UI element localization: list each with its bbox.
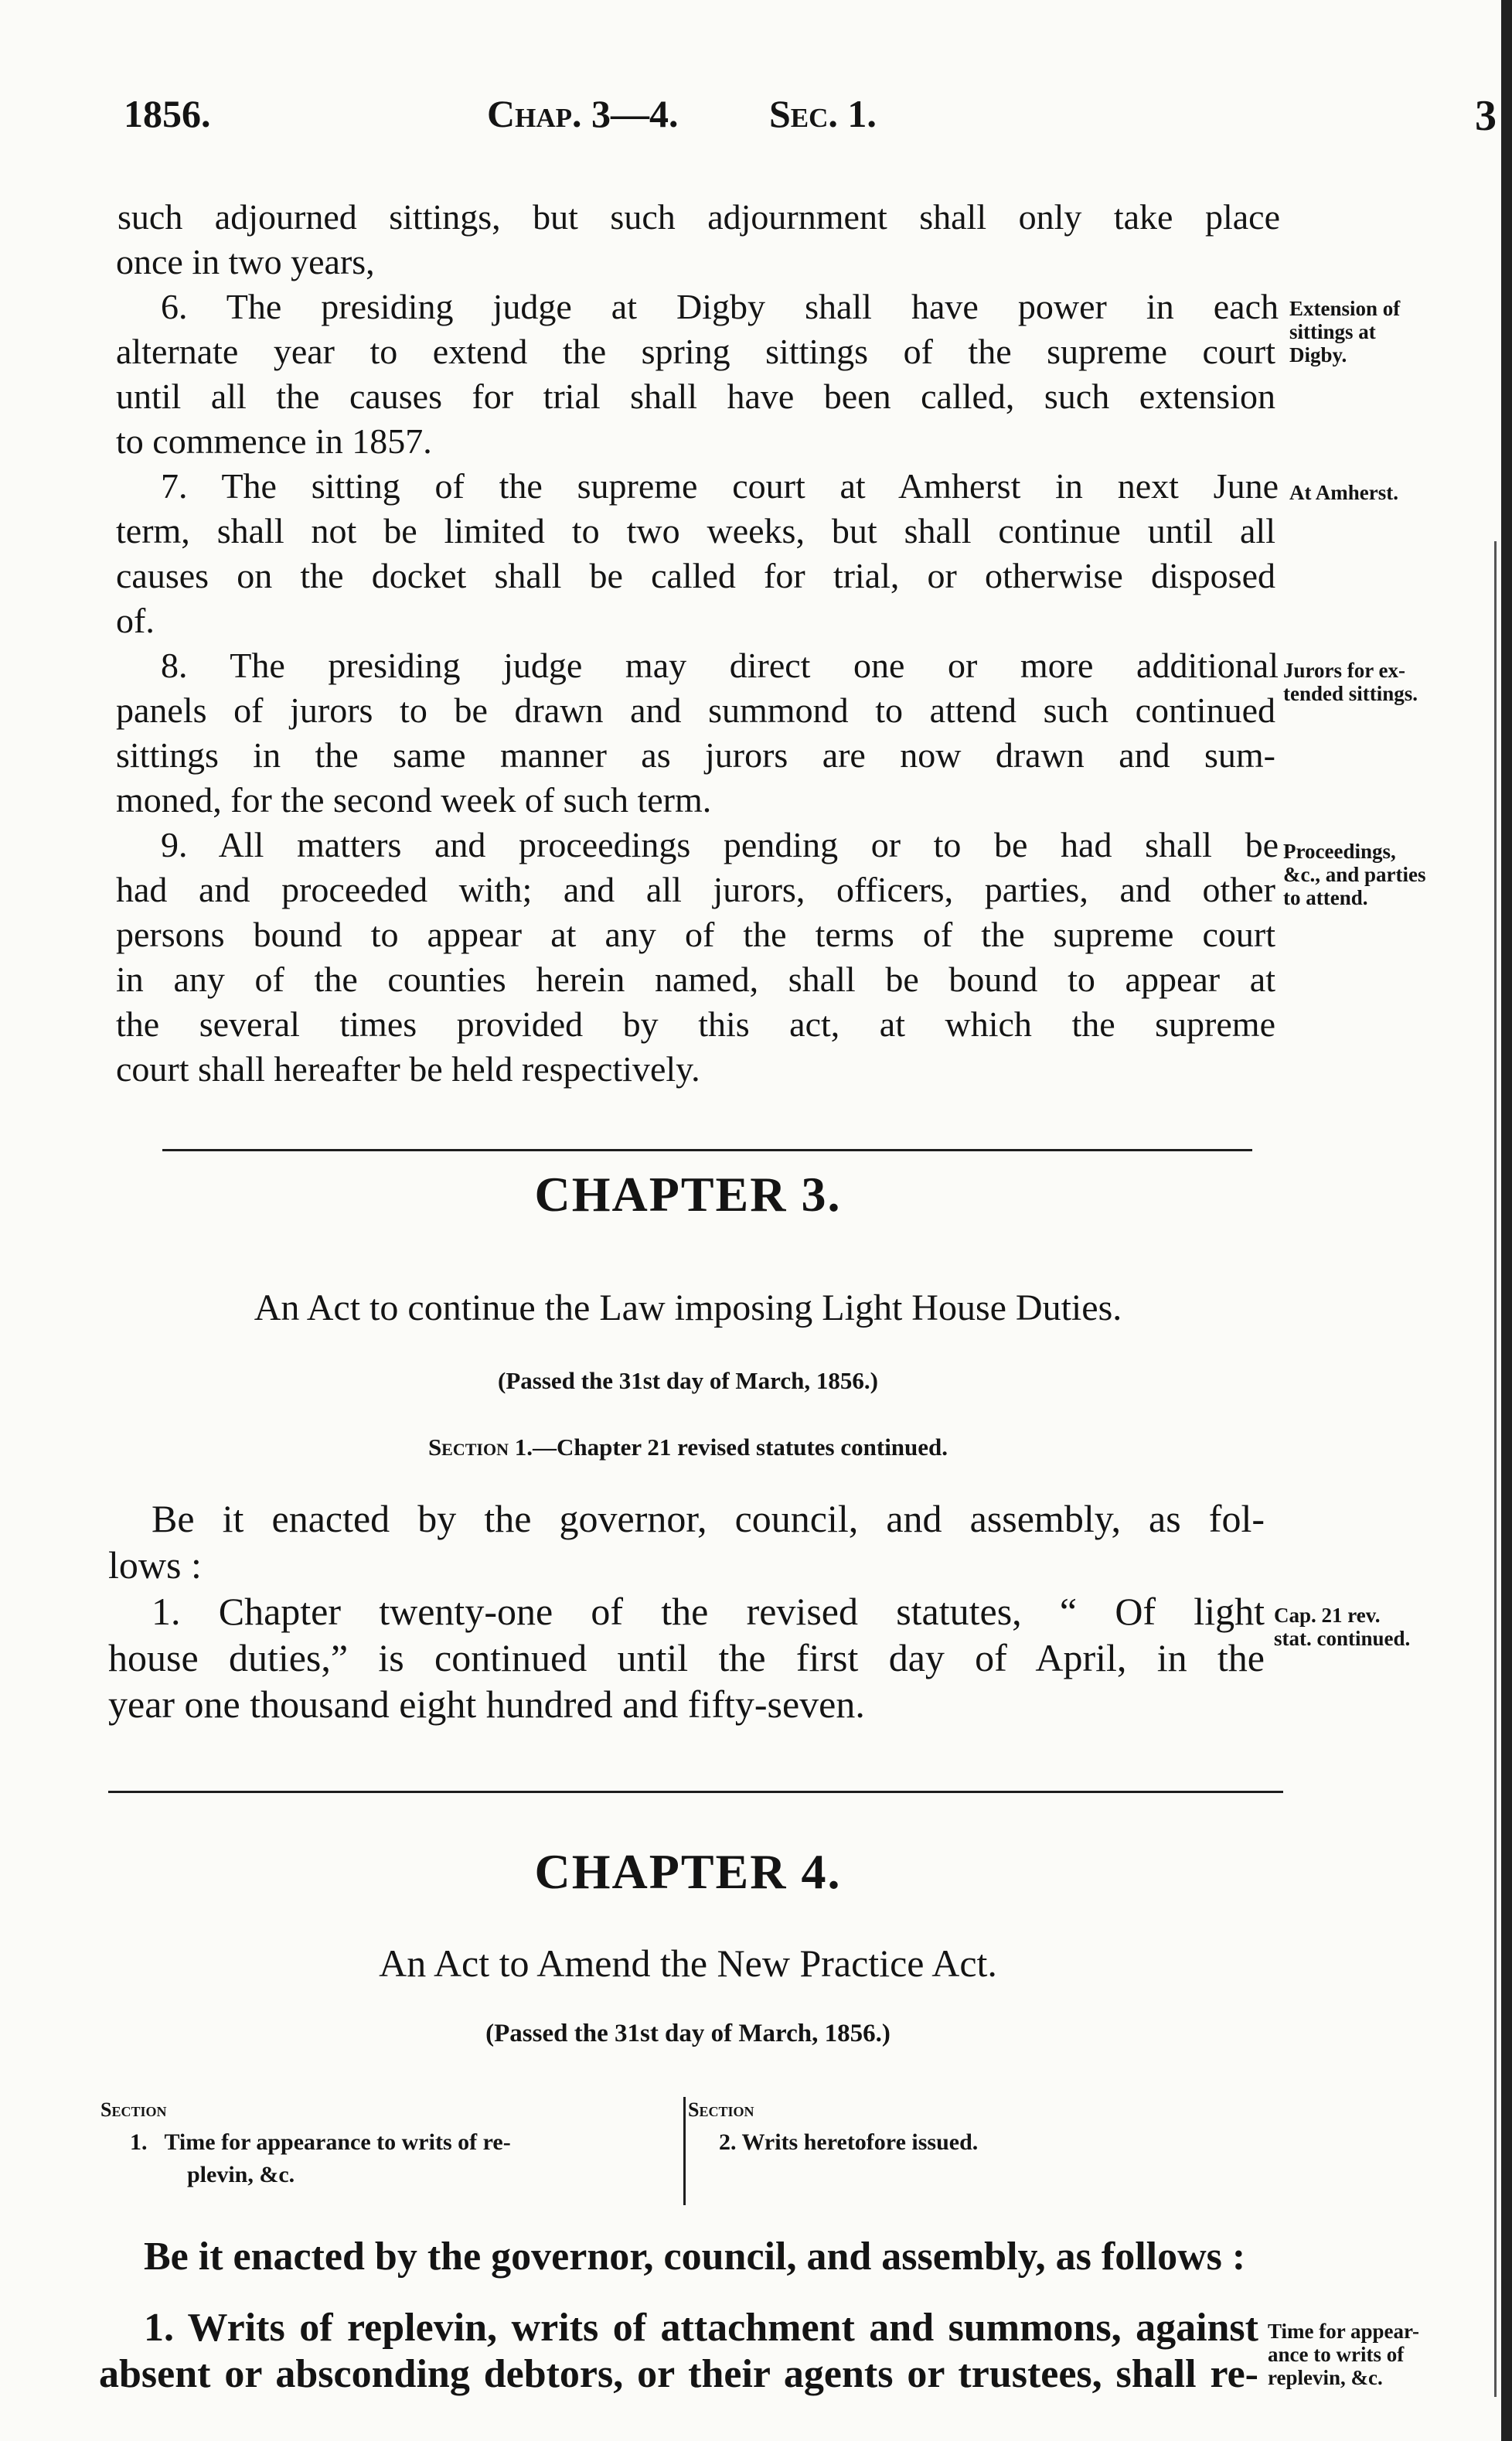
body-line: had and proceeded with; and all jurors, officers, parties, and other [116,870,1275,909]
body-line: to commence in 1857. [116,421,432,461]
body-line: term, shall not be limited to two weeks, but shall continue until all [116,511,1275,551]
body-line: moned, for the second week of such term. [116,780,712,820]
header-section: Sec. 1. [769,92,877,135]
body-line: panels of jurors to be drawn and summond to attend such continued [116,690,1275,730]
margin-note-jurors [1283,659,1418,705]
body-line: causes on the docket shall be called for trial, or otherwise disposed [116,556,1275,595]
body-line: persons bound to appear at any of the terms of the supreme court [116,915,1275,954]
margin-note-line: Extension of [1289,297,1401,320]
body-line: court shall hereafter be held respectively. [116,1049,700,1089]
chapter-title: An Act to Amend the New Practice Act. [379,1942,997,1985]
margin-note-amherst [1289,481,1398,504]
margin-note-cap21 [1274,1604,1410,1650]
toc-header: Section [100,2098,167,2121]
margin-note-extension [1289,297,1400,366]
section-summary-text: 1.—Chapter 21 revised statutes continued. [514,1434,948,1461]
body-line: Be it enacted by the governor, council, and assembly, as follows : [144,2235,1246,2279]
margin-note-line: Time for appear- [1268,2320,1419,2343]
body-line: 1. Chapter twenty-one of the revised statutes, “ Of light [152,1590,1265,1633]
margin-note-line: sittings at [1289,320,1376,343]
header-chapter: Chap. 3—4. [487,92,679,135]
toc-item-continuation: plevin, &c. [187,2162,295,2187]
margin-note-line: replevin, &c. [1268,2366,1383,2389]
margin-note-line: Jurors for ex- [1283,659,1405,682]
margin-note-line: stat. continued. [1274,1627,1411,1650]
margin-note-proceedings [1283,840,1426,909]
margin-note-line: Cap. 21 rev. [1274,1604,1381,1627]
page-edge-line [1494,541,1497,2397]
section-divider [162,1149,1252,1151]
body-line: of. [116,601,155,640]
toc-item-number: 1. [130,2129,148,2155]
margin-note-line: Proceedings, [1283,840,1396,863]
margin-note-line: &c., and parties [1283,863,1426,886]
body-line: 1. Writs of replevin, writs of attachment and summons, against [144,2306,1258,2350]
toc-item-text: Time for appearance to writs of re- [164,2129,511,2155]
header-page-number: 3 [1475,92,1497,140]
body-line: 6. The presiding judge at Digby shall have power in each [161,287,1279,326]
body-line: lows : [108,1543,202,1587]
body-line: in any of the counties herein named, shall be bound to appear at [116,960,1275,999]
margin-note-line: to attend. [1283,886,1368,909]
body-line: year one thousand eight hundred and fifty-seven. [108,1682,865,1726]
body-line: until all the causes for trial shall have been called, such extension [116,377,1275,416]
body-line: sittings in the same manner as jurors are now drawn and sum- [116,735,1275,775]
section-toc-right [688,2094,1152,2159]
chapter-title: An Act to continue the Law imposing Light House Duties. [254,1287,1122,1328]
section-toc-left [100,2094,673,2191]
body-line: alternate year to extend the spring sittings of the supreme court [116,332,1275,371]
section-divider [108,1791,1283,1793]
margin-note-replevin [1268,2320,1419,2389]
body-line: 8. The presiding judge may direct one or more additional [161,646,1279,685]
body-line: once in two years, [116,242,375,281]
body-line: 9. All matters and proceedings pending or to be had shall be [161,825,1279,864]
body-line: house duties,” is continued until the first day of April, in the [108,1636,1265,1679]
section-word: Section [427,1434,509,1461]
page-edge [1501,0,1512,2441]
chapter-heading: CHAPTER 4. [534,1844,842,1899]
body-line: such adjourned sittings, but such adjournment shall only take place [117,197,1280,237]
margin-note-line: Digby. [1289,343,1347,366]
header-year: 1856. [124,92,211,135]
toc-header: Section [688,2098,754,2121]
margin-note-line: tended sittings. [1283,682,1418,705]
body-line: 7. The sitting of the supreme court at Amherst in next June [161,466,1279,506]
body-line: the several times provided by this act, at which the supreme [116,1004,1275,1044]
chapter-heading: CHAPTER 3. [534,1167,842,1222]
passed-date: (Passed the 31st day of March, 1856.) [498,1367,878,1394]
toc-divider [683,2097,686,2205]
margin-note-line: ance to writs of [1268,2343,1405,2366]
section-summary [0,1434,1376,1461]
margin-note-line: At Amherst. [1289,481,1398,504]
body-line: Be it enacted by the governor, council, and assembly, as fol- [152,1497,1265,1540]
toc-item: 2. Writs heretofore issued. [719,2129,979,2155]
body-line: absent or absconding debtors, or their agents or trustees, shall re- [99,2352,1258,2396]
toc-item [100,2126,673,2159]
passed-date: (Passed the 31st day of March, 1856.) [485,2020,891,2047]
